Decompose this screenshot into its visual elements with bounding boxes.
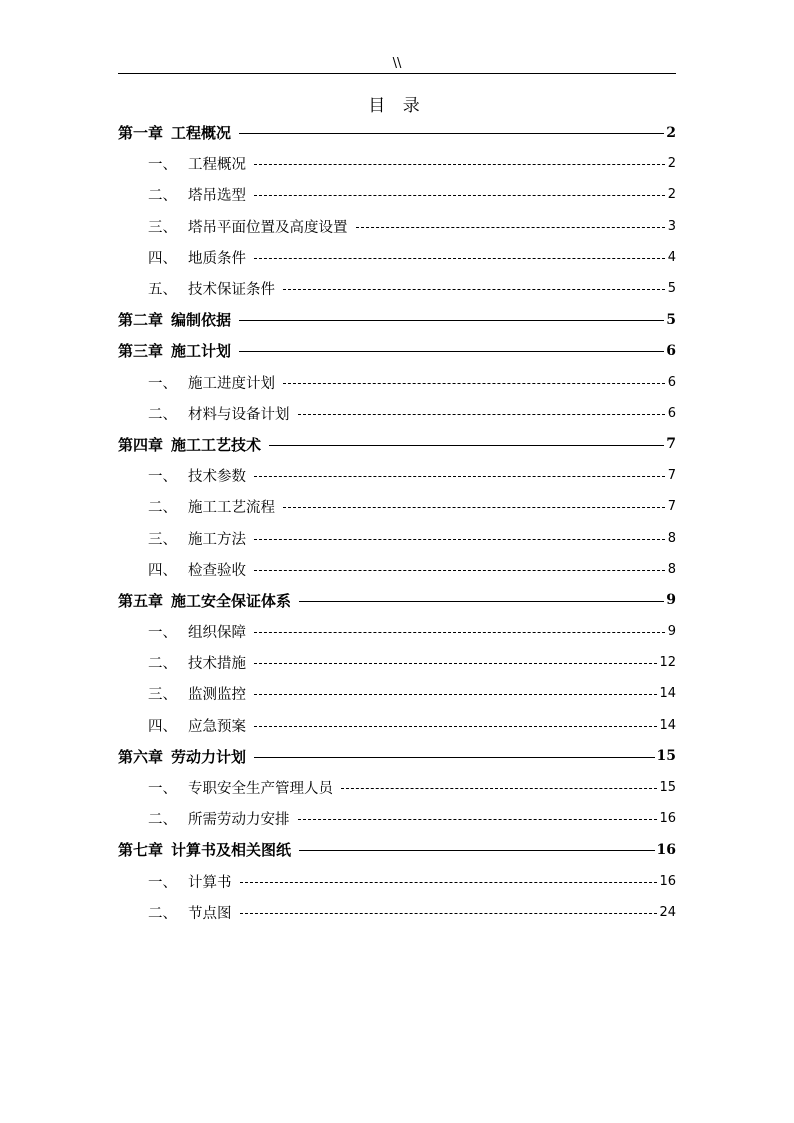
toc-entry-title: 施工计划 — [171, 342, 232, 361]
toc-page-number: 2 — [667, 187, 676, 203]
toc-entry-number: 二、 — [148, 905, 177, 922]
toc-entry-title: 材料与设备计划 — [188, 406, 290, 423]
toc-entry-title: 技术措施 — [188, 656, 246, 673]
toc-entry-title: 施工工艺技术 — [171, 435, 262, 454]
toc-leader-line — [299, 850, 654, 851]
toc-section-entry[interactable] — [118, 678, 676, 709]
toc-section-entry[interactable] — [118, 367, 676, 398]
toc-entry-title: 专职安全生产管理人员 — [188, 781, 333, 798]
toc-entry-title: 所需劳动力安排 — [188, 812, 290, 829]
toc-page-number: 8 — [667, 530, 676, 546]
toc-entry-title: 技术参数 — [188, 469, 246, 486]
toc-leader-line — [254, 757, 654, 758]
toc-page-number: 7 — [666, 436, 676, 453]
toc-entry-number: 第二章 — [118, 311, 164, 330]
toc-page-number: 6 — [667, 405, 676, 421]
toc-page-number: 6 — [667, 374, 676, 390]
toc-leader-line — [254, 632, 665, 633]
toc-entry-number: 第一章 — [118, 124, 164, 143]
toc-section-entry[interactable] — [118, 616, 676, 647]
toc-title: 目 录 — [368, 96, 426, 116]
toc-leader-line — [298, 414, 666, 415]
toc-section-entry[interactable] — [118, 866, 676, 897]
toc-entry-title: 劳动力计划 — [171, 747, 247, 766]
toc-section-entry[interactable] — [118, 897, 676, 928]
toc-leader-line — [298, 819, 658, 820]
toc-entry-title: 施工进度计划 — [188, 375, 275, 392]
header-rule — [118, 73, 676, 74]
running-header: \\ — [392, 56, 402, 71]
toc-page-number: 6 — [666, 342, 676, 359]
toc-section-entry[interactable] — [118, 211, 676, 242]
toc-section-entry[interactable] — [118, 460, 676, 491]
toc-entry-number: 三、 — [148, 687, 177, 704]
toc-entry-number: 四、 — [148, 718, 177, 735]
toc-section-entry[interactable] — [118, 647, 676, 678]
toc-leader-line — [254, 195, 665, 196]
toc-entry-number: 二、 — [148, 500, 177, 517]
toc-entry-title: 技术保证条件 — [188, 282, 275, 299]
toc-entry-title: 应急预案 — [188, 718, 246, 735]
toc-leader-line — [283, 507, 665, 508]
toc-section-entry[interactable] — [118, 398, 676, 429]
toc-leader-line — [239, 320, 664, 321]
toc-page-number: 2 — [667, 156, 676, 172]
toc-leader-line — [283, 383, 665, 384]
toc-page-number: 15 — [656, 748, 676, 765]
toc-leader-line — [240, 913, 658, 914]
toc-page-number: 14 — [659, 717, 676, 733]
toc-entry-number: 第五章 — [118, 591, 164, 610]
toc-entry-number: 二、 — [148, 406, 177, 423]
toc-leader-line — [254, 164, 665, 165]
toc-leader-line — [269, 445, 664, 446]
toc-entry-number: 一、 — [148, 157, 177, 174]
toc-entry-number: 四、 — [148, 562, 177, 579]
toc-section-entry[interactable] — [118, 242, 676, 273]
toc-entry-number: 四、 — [148, 250, 177, 267]
toc-entry-title: 计算书及相关图纸 — [171, 841, 292, 860]
toc-entry-number: 第七章 — [118, 841, 164, 860]
toc-chapter-entry[interactable] — [118, 117, 676, 148]
toc-entry-title: 塔吊选型 — [188, 188, 246, 205]
toc-page-number: 7 — [667, 499, 676, 515]
toc-entry-title: 塔吊平面位置及高度设置 — [188, 219, 348, 236]
toc-chapter-entry[interactable] — [118, 741, 676, 772]
toc-leader-line — [356, 227, 666, 228]
toc-entry-number: 二、 — [148, 812, 177, 829]
toc-page-number: 3 — [667, 218, 676, 234]
toc-leader-line — [299, 601, 664, 602]
toc-section-entry[interactable] — [118, 772, 676, 803]
toc-page-number: 7 — [667, 468, 676, 484]
toc-section-entry[interactable] — [118, 491, 676, 522]
toc-page-number: 5 — [666, 311, 676, 328]
toc-page-number: 9 — [666, 592, 676, 609]
toc-entry-title: 施工工艺流程 — [188, 500, 275, 517]
toc-entry-title: 施工方法 — [188, 531, 246, 548]
toc-leader-line — [254, 694, 657, 695]
toc-page-number: 9 — [667, 624, 676, 640]
toc-page-number: 24 — [659, 904, 676, 920]
toc-page-number: 16 — [659, 873, 676, 889]
toc-leader-line — [254, 258, 665, 259]
toc-entry-number: 五、 — [148, 282, 177, 299]
toc-chapter-entry[interactable] — [118, 335, 676, 366]
toc-entry-title: 节点图 — [188, 905, 232, 922]
toc-entry-title: 计算书 — [188, 874, 232, 891]
toc-chapter-entry[interactable] — [118, 429, 676, 460]
toc-section-entry[interactable] — [118, 179, 676, 210]
toc-section-entry[interactable] — [118, 522, 676, 553]
toc-chapter-entry[interactable] — [118, 834, 676, 865]
toc-entry-number: 第四章 — [118, 435, 164, 454]
toc-leader-line — [254, 476, 665, 477]
toc-leader-line — [283, 289, 665, 290]
toc-section-entry[interactable] — [118, 554, 676, 585]
toc-entry-title: 工程概况 — [171, 124, 232, 143]
toc-entry-title: 编制依据 — [171, 311, 232, 330]
toc-entry-number: 三、 — [148, 531, 177, 548]
toc-page-number: 16 — [659, 811, 676, 827]
toc-entry-number: 第三章 — [118, 342, 164, 361]
toc-section-entry[interactable] — [118, 148, 676, 179]
toc-entry-number: 二、 — [148, 656, 177, 673]
toc-chapter-entry[interactable] — [118, 585, 676, 616]
toc-entry-number: 一、 — [148, 781, 177, 798]
toc-page-number: 8 — [667, 561, 676, 577]
toc-page-number: 15 — [659, 780, 676, 796]
toc-entry-number: 三、 — [148, 219, 177, 236]
toc-page-number: 4 — [667, 249, 676, 265]
toc-leader-line — [254, 663, 657, 664]
toc-entry-title: 工程概况 — [188, 157, 246, 174]
toc-section-entry[interactable] — [118, 273, 676, 304]
toc-page-number: 14 — [659, 686, 676, 702]
table-of-contents — [118, 117, 676, 928]
toc-page-number: 5 — [667, 281, 676, 297]
toc-entry-number: 一、 — [148, 375, 177, 392]
toc-entry-number: 一、 — [148, 469, 177, 486]
toc-leader-line — [239, 133, 664, 134]
toc-entry-number: 一、 — [148, 874, 177, 891]
toc-entry-number: 二、 — [148, 188, 177, 205]
toc-page-number: 16 — [656, 841, 676, 858]
toc-leader-line — [254, 570, 665, 571]
toc-entry-title: 检查验收 — [188, 562, 246, 579]
toc-leader-line — [254, 539, 665, 540]
toc-entry-title: 地质条件 — [188, 250, 246, 267]
toc-entry-number: 第六章 — [118, 747, 164, 766]
toc-page-number: 12 — [659, 655, 676, 671]
toc-leader-line — [254, 726, 657, 727]
toc-section-entry[interactable] — [118, 803, 676, 834]
toc-entry-title: 监测监控 — [188, 687, 246, 704]
toc-entry-number: 一、 — [148, 625, 177, 642]
toc-entry-title: 组织保障 — [188, 625, 246, 642]
toc-leader-line — [240, 882, 658, 883]
toc-page-number: 2 — [666, 124, 676, 141]
toc-chapter-entry[interactable] — [118, 304, 676, 335]
toc-entry-title: 施工安全保证体系 — [171, 591, 292, 610]
toc-leader-line — [341, 788, 657, 789]
toc-section-entry[interactable] — [118, 710, 676, 741]
toc-leader-line — [239, 351, 664, 352]
